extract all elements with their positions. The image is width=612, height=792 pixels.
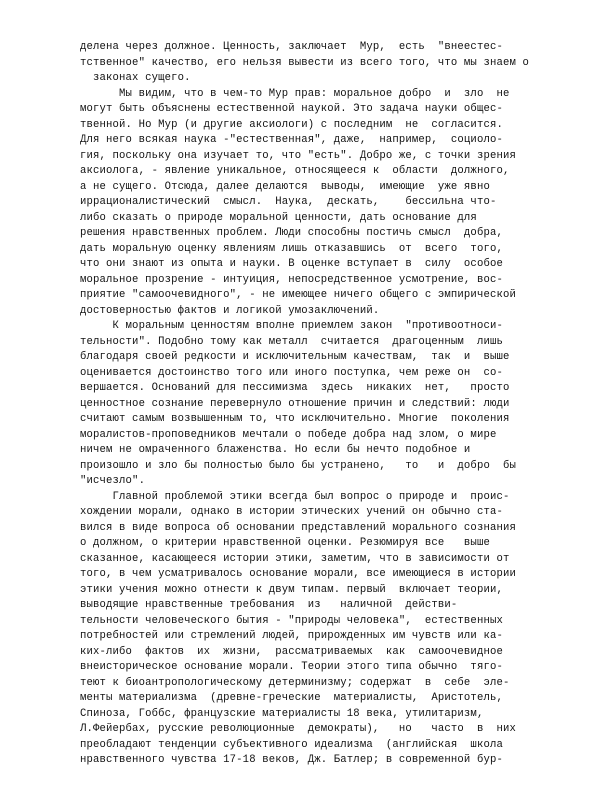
- text-line: законах сущего.: [80, 72, 191, 84]
- text-line: "исчезло".: [80, 475, 146, 487]
- text-line: считают самым возвышенным то, что исключительно. Многие поколения: [80, 413, 510, 425]
- text-line: твенной. Но Мур (и другие аксиологи) с последним не согласится.: [80, 118, 503, 131]
- text-line: аксиолога, - явление уникальное, относящееся к области должного,: [80, 165, 510, 177]
- text-line: Мы видим, что в чем-то Мур прав: моральное добро и зло не: [80, 87, 510, 100]
- text-line: тственное" качество, его нельзя вывести из всего того, что мы знаем о: [80, 56, 530, 69]
- text-line: могут быть объяснены естественной наукой. Это задача науки общес-: [80, 103, 503, 115]
- text-line: сказанное, касающееся истории этики, заметим, что в зависимости от: [80, 552, 510, 565]
- text-line: а не сущего. Отсюда, далее делаются выводы, имеющие уже явно: [80, 180, 490, 193]
- text-line: нравственного чувства 17-18 веков, Дж. Батлер; в современной бур-: [80, 754, 503, 766]
- text-line: тельности человеческого бытия - "природы человека", естественных: [80, 614, 503, 627]
- text-line: Для него всякая наука -"естественная", даже, например, социоло-: [80, 134, 503, 146]
- text-line: хождении морали, однако в истории этических учений он обычно ста-: [80, 506, 503, 518]
- text-line: произошло и зло бы полностью было бы устранено, то и добро бы: [80, 459, 516, 472]
- text-line: что они знают из опыта и науки. В оценке вступает в силу особое: [80, 258, 503, 270]
- text-line: этики учения можно отнести к двум типам. первый включает теории,: [80, 583, 503, 596]
- text-line: тельности". Подобно тому как металл считается драгоценным лишь: [80, 335, 503, 348]
- text-line: достоверностью фактов и логикой умозаключений.: [80, 304, 380, 317]
- text-line: решения нравственных проблем. Люди способны постичь смысл добра,: [80, 227, 503, 239]
- text-line: ценностное сознание перевернуло отношение причин и следствий: люди: [80, 397, 510, 410]
- text-line: потребностей или стремлений людей, прирожденных им чувств или ка-: [80, 630, 503, 642]
- text-line: выводящие нравственные требования из наличной действи-: [80, 599, 458, 611]
- text-line: благодаря своей редкости и исключительным качествам, так и выше: [80, 351, 510, 363]
- text-line: оценивается достоинство того или иного поступка, чем реже он со-: [80, 366, 503, 379]
- text-line: внеисторическое основание морали. Теории этого типа обычно тяго-: [80, 661, 503, 673]
- text-line: приятие "самоочевидного", - не имеющее ничего общего с эмпирической: [80, 289, 516, 301]
- text-line: К моральным ценностям вполне приемлем закон "противоотноси-: [80, 320, 503, 332]
- text-line: вился в виде вопроса об основании представлений морального сознания: [80, 521, 516, 534]
- text-line: Главной проблемой этики всегда был вопрос о природе и проис-: [80, 490, 510, 503]
- text-line: преобладают тенденции субъективного идеализма (английская школа: [80, 738, 503, 751]
- text-line: ничем не омраченного блаженства. Но если бы нечто подобное и: [80, 444, 471, 456]
- text-line: теют к биоантропологическому детерминизму; содержат в себе эле-: [80, 676, 510, 689]
- text-line: делена через должное. Ценность, заключает Мур, есть "внеестес-: [80, 41, 503, 53]
- text-line: моралистов-проповедников мечтали о победе добра над злом, о мире: [80, 428, 497, 441]
- text-line: того, в чем усматривалось основание морали, все имеющиеся в истории: [80, 568, 516, 580]
- text-line: Л.Фейербах, русские революционные демократы), но часто в них: [80, 723, 516, 735]
- text-line: менты материализма (древне-греческие материалисты, Аристотель,: [80, 692, 503, 704]
- text-line: либо сказать о природе моральной ценности, дать основание для: [80, 211, 477, 224]
- text-line: моральное прозрение - интуиция, непосредственное усмотрение, вос-: [80, 273, 503, 286]
- text-line: дать моральную оценку явлениям лишь отказавшись от всего того,: [80, 242, 503, 255]
- text-line: ких-либо фактов их жизни, рассматриваемых как самоочевидное: [80, 645, 503, 658]
- text-line: о должном, о критерии нравственной оценки. Резюмируя все выше: [80, 537, 490, 549]
- text-line: вершается. Оснований для пессимизма здесь никаких нет, просто: [80, 382, 510, 394]
- text-line: иррационалистический смысл. Наука, дескать, бессильна что-: [80, 196, 497, 208]
- text-line: гия, поскольку она изучает то, что "есть". Добро же, с точки зрения: [80, 149, 516, 162]
- body-text: [80, 40, 580, 769]
- text-line: Спиноза, Гоббс, французские материалисты 18 века, утилитаризм,: [80, 707, 484, 720]
